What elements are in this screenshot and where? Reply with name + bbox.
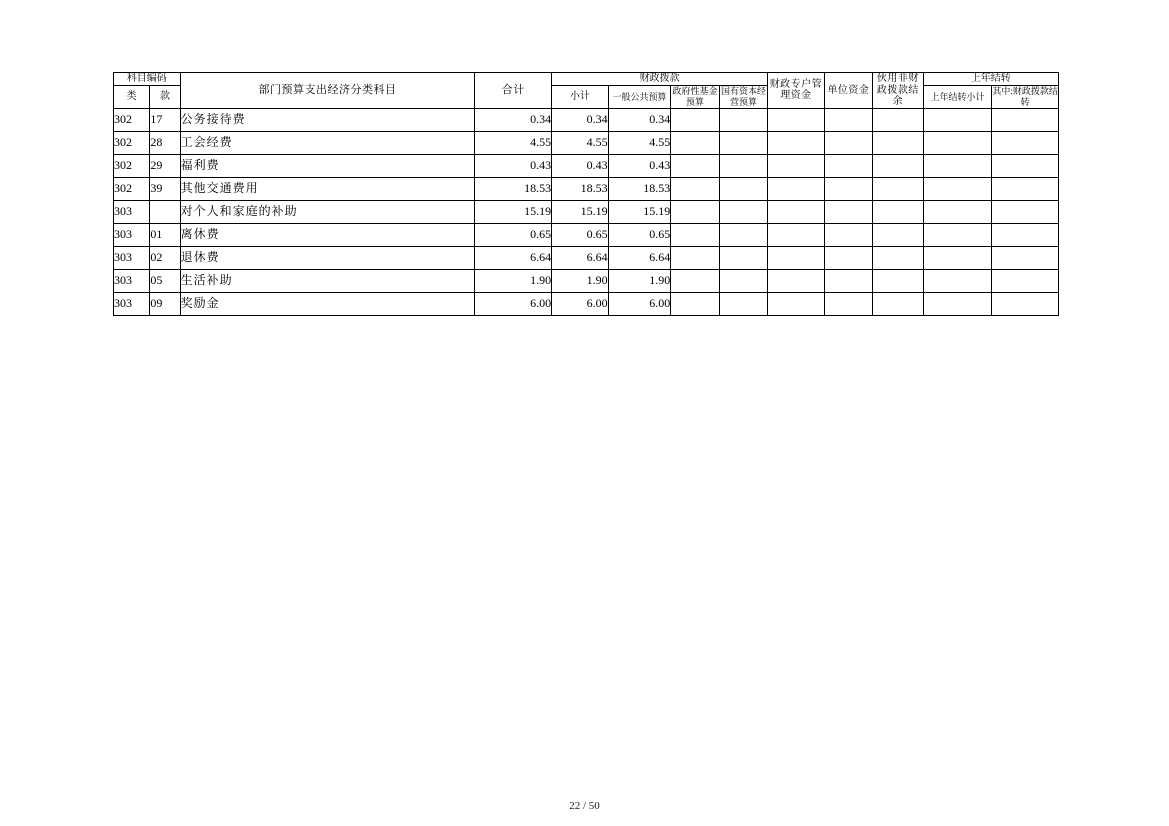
cell-total: 0.34 — [475, 108, 552, 131]
cell-class: 302 — [114, 108, 150, 131]
cell-special-account — [768, 246, 825, 269]
cell-item: 02 — [150, 246, 180, 269]
cell-special-account — [768, 131, 825, 154]
cell-item: 39 — [150, 177, 180, 200]
cell-name: 工会经费 — [180, 131, 475, 154]
cell-state-capital — [719, 131, 767, 154]
cell-unit-funds — [824, 269, 872, 292]
cell-unit-funds — [824, 154, 872, 177]
header-subject: 部门预算支出经济分类科目 — [180, 73, 475, 109]
cell-carryover-subtotal — [923, 108, 992, 131]
cell-state-capital — [719, 108, 767, 131]
cell-gov-fund — [671, 246, 719, 269]
cell-class: 302 — [114, 154, 150, 177]
table-body — [114, 108, 1059, 315]
table-row — [114, 154, 1059, 177]
cell-name: 奖励金 — [180, 292, 475, 315]
cell-state-capital — [719, 154, 767, 177]
cell-total: 6.64 — [475, 246, 552, 269]
cell-general: 0.65 — [608, 223, 671, 246]
cell-carryover-fiscal — [992, 269, 1059, 292]
cell-carryover-fiscal — [992, 200, 1059, 223]
cell-unit-funds — [824, 200, 872, 223]
cell-gov-fund — [671, 177, 719, 200]
header-unit-funds: 单位资金 — [824, 73, 872, 109]
cell-carryover-subtotal — [923, 154, 992, 177]
table-row — [114, 131, 1059, 154]
cell-carryover-subtotal — [923, 246, 992, 269]
cell-total: 15.19 — [475, 200, 552, 223]
header-code-group: 科目编码 — [114, 73, 181, 86]
cell-subtotal: 18.53 — [552, 177, 609, 200]
cell-carryover-fiscal — [992, 131, 1059, 154]
table-row — [114, 200, 1059, 223]
cell-gov-fund — [671, 131, 719, 154]
cell-special-account — [768, 108, 825, 131]
cell-used-balance — [873, 269, 923, 292]
header-code-item: 款 — [150, 85, 180, 108]
cell-carryover-fiscal — [992, 292, 1059, 315]
cell-carryover-fiscal — [992, 177, 1059, 200]
cell-used-balance — [873, 292, 923, 315]
cell-state-capital — [719, 177, 767, 200]
table-row — [114, 292, 1059, 315]
table-row — [114, 223, 1059, 246]
cell-general: 6.00 — [608, 292, 671, 315]
cell-total: 0.65 — [475, 223, 552, 246]
cell-subtotal: 0.34 — [552, 108, 609, 131]
cell-gov-fund — [671, 154, 719, 177]
cell-special-account — [768, 292, 825, 315]
cell-carryover-fiscal — [992, 154, 1059, 177]
table-header — [114, 73, 1059, 109]
cell-used-balance — [873, 154, 923, 177]
cell-state-capital — [719, 200, 767, 223]
cell-used-balance — [873, 223, 923, 246]
cell-gov-fund — [671, 108, 719, 131]
header-fiscal-appropriation: 财政拨款 — [552, 73, 768, 86]
cell-class: 302 — [114, 131, 150, 154]
cell-general: 4.55 — [608, 131, 671, 154]
cell-carryover-subtotal — [923, 292, 992, 315]
cell-name: 离休费 — [180, 223, 475, 246]
cell-special-account — [768, 177, 825, 200]
cell-gov-fund — [671, 200, 719, 223]
header-total: 合计 — [475, 73, 552, 109]
cell-subtotal: 6.64 — [552, 246, 609, 269]
cell-special-account — [768, 200, 825, 223]
cell-class: 303 — [114, 292, 150, 315]
cell-class: 302 — [114, 177, 150, 200]
header-gov-fund-budget: 政府性基金预算 — [672, 86, 718, 107]
cell-used-balance — [873, 108, 923, 131]
cell-unit-funds — [824, 131, 872, 154]
cell-unit-funds — [824, 246, 872, 269]
cell-class: 303 — [114, 269, 150, 292]
cell-item: 01 — [150, 223, 180, 246]
cell-item: 17 — [150, 108, 180, 131]
cell-total: 18.53 — [475, 177, 552, 200]
cell-subtotal: 0.43 — [552, 154, 609, 177]
cell-carryover-fiscal — [992, 108, 1059, 131]
cell-general: 1.90 — [608, 269, 671, 292]
cell-subtotal: 1.90 — [552, 269, 609, 292]
cell-general: 0.43 — [608, 154, 671, 177]
cell-state-capital — [719, 292, 767, 315]
header-carryover-subtotal: 上年结转小计 — [923, 85, 992, 108]
header-state-capital-budget: 国有资本经营预算 — [720, 86, 766, 107]
table-row — [114, 177, 1059, 200]
cell-state-capital — [719, 246, 767, 269]
cell-subtotal: 15.19 — [552, 200, 609, 223]
page-footer: 22 / 50 — [569, 800, 600, 812]
cell-name: 公务接待费 — [180, 108, 475, 131]
cell-carryover-subtotal — [923, 131, 992, 154]
cell-name: 生活补助 — [180, 269, 475, 292]
cell-used-balance — [873, 246, 923, 269]
cell-special-account — [768, 269, 825, 292]
cell-gov-fund — [671, 223, 719, 246]
cell-item: 09 — [150, 292, 180, 315]
header-code-class: 类 — [114, 85, 150, 108]
cell-carryover-subtotal — [923, 177, 992, 200]
cell-total: 1.90 — [475, 269, 552, 292]
cell-used-balance — [873, 177, 923, 200]
cell-name: 退休费 — [180, 246, 475, 269]
budget-table-container — [113, 72, 1059, 316]
cell-item: 28 — [150, 131, 180, 154]
cell-special-account — [768, 223, 825, 246]
header-fiscal-special-account: 财政专户管理资金 — [768, 73, 825, 109]
cell-subtotal: 0.65 — [552, 223, 609, 246]
cell-carryover-subtotal — [923, 223, 992, 246]
cell-state-capital — [719, 223, 767, 246]
header-used-prior-balance: 伙用非财政拨款结余 — [873, 73, 923, 109]
cell-item: 05 — [150, 269, 180, 292]
cell-total: 0.43 — [475, 154, 552, 177]
cell-subtotal: 4.55 — [552, 131, 609, 154]
cell-used-balance — [873, 200, 923, 223]
cell-gov-fund — [671, 292, 719, 315]
cell-carryover-subtotal — [923, 269, 992, 292]
cell-state-capital — [719, 269, 767, 292]
header-row-1 — [114, 73, 1059, 86]
cell-name: 福利费 — [180, 154, 475, 177]
cell-carryover-fiscal — [992, 246, 1059, 269]
cell-carryover-fiscal — [992, 223, 1059, 246]
header-carryover-of-which: 其中:财政拨款结转 — [992, 86, 1058, 107]
cell-unit-funds — [824, 223, 872, 246]
cell-general: 6.64 — [608, 246, 671, 269]
cell-general: 18.53 — [608, 177, 671, 200]
cell-unit-funds — [824, 177, 872, 200]
table-row — [114, 246, 1059, 269]
cell-item — [150, 200, 180, 223]
header-subtotal: 小计 — [552, 85, 609, 108]
cell-carryover-subtotal — [923, 200, 992, 223]
budget-table — [113, 72, 1059, 316]
cell-class: 303 — [114, 223, 150, 246]
cell-class: 303 — [114, 246, 150, 269]
cell-special-account — [768, 154, 825, 177]
cell-item: 29 — [150, 154, 180, 177]
table-row — [114, 108, 1059, 131]
cell-general: 0.34 — [608, 108, 671, 131]
cell-unit-funds — [824, 108, 872, 131]
cell-gov-fund — [671, 269, 719, 292]
cell-subtotal: 6.00 — [552, 292, 609, 315]
cell-total: 6.00 — [475, 292, 552, 315]
cell-unit-funds — [824, 292, 872, 315]
cell-used-balance — [873, 131, 923, 154]
table-row — [114, 269, 1059, 292]
cell-general: 15.19 — [608, 200, 671, 223]
header-prior-year-carryover: 上年结转 — [923, 73, 1058, 86]
cell-total: 4.55 — [475, 131, 552, 154]
cell-name: 对个人和家庭的补助 — [180, 200, 475, 223]
cell-class: 303 — [114, 200, 150, 223]
header-general-public-budget: 一般公共预算 — [608, 85, 671, 108]
cell-name: 其他交通费用 — [180, 177, 475, 200]
